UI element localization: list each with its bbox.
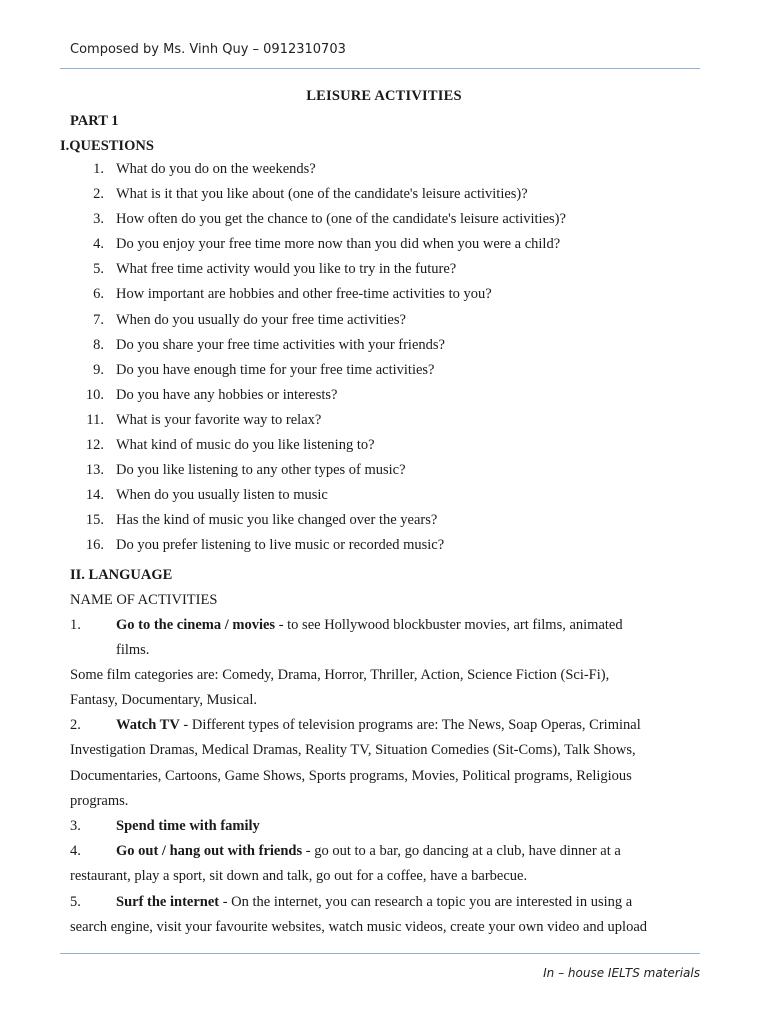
footer-divider	[60, 953, 700, 954]
question-number: 10.	[85, 386, 104, 403]
activity-line	[116, 843, 621, 860]
activity-number: 1.	[70, 617, 81, 633]
question-text: What is it that you like about (one of the candidate's leisure activities)?	[116, 186, 528, 203]
question-text: Do you have enough time for your free time activities?	[116, 361, 435, 378]
activity-continuation: Documentaries, Cartoons, Game Shows, Sports programs, Movies, Political programs, Religious	[70, 768, 632, 784]
question-text: When do you usually listen to music	[116, 487, 328, 504]
questions-heading: I.QUESTIONS	[60, 138, 154, 154]
question-number: 16.	[85, 537, 104, 554]
question-number: 4.	[93, 236, 104, 253]
activity-title: Watch TV	[116, 717, 180, 733]
activity-continuation: restaurant, play a sport, sit down and talk, go out for a coffee, have a barbecue.	[70, 868, 528, 884]
question-text: What kind of music do you like listening to?	[116, 437, 375, 454]
question-text: What do you do on the weekends?	[116, 161, 316, 177]
activity-line	[116, 894, 632, 911]
activity-continuation: films.	[116, 642, 150, 658]
document-title: LEISURE ACTIVITIES	[306, 88, 462, 104]
question-text: Do you share your free time activities with your friends?	[116, 336, 445, 353]
film-categories-line: Fantasy, Documentary, Musical.	[70, 692, 257, 708]
header-divider	[60, 68, 700, 69]
question-text: Do you like listening to any other types of music?	[116, 462, 406, 479]
activity-title: Spend time with family	[116, 818, 260, 834]
page-footer: In – house IELTS materials	[543, 966, 700, 980]
question-text: Do you prefer listening to live music or recorded music?	[116, 537, 445, 554]
question-number: 14.	[85, 487, 104, 504]
question-text: Do you have any hobbies or interests?	[116, 386, 338, 403]
film-categories-line: Some film categories are: Comedy, Drama, Horror, Thriller, Action, Science Fiction (Sci-Fi),	[70, 667, 610, 683]
page-header: Composed by Ms. Vinh Quy – 0912310703	[70, 42, 346, 57]
question-number: 1.	[93, 161, 104, 177]
question-number: 12.	[85, 437, 104, 454]
activity-title: Go to the cinema / movies	[116, 617, 276, 633]
question-text: Do you enjoy your free time more now than you did when you were a child?	[116, 236, 561, 253]
activity-number: 5.	[70, 894, 81, 910]
question-number: 9.	[93, 361, 104, 378]
activity-line	[116, 818, 260, 835]
question-text: What free time activity would you like to try in the future?	[116, 261, 457, 278]
question-number: 3.	[93, 211, 104, 228]
activity-number: 3.	[70, 818, 81, 834]
activity-description: - to see Hollywood blockbuster movies, art films, animated	[275, 617, 623, 633]
question-text: How important are hobbies and other free-time activities to you?	[116, 286, 492, 303]
question-number: 6.	[93, 286, 104, 303]
language-heading: II. LANGUAGE	[70, 567, 173, 583]
question-number: 8.	[93, 336, 104, 353]
activity-line	[116, 717, 641, 734]
activity-continuation: Investigation Dramas, Medical Dramas, Reality TV, Situation Comedies (Sit-Coms), Talk Shows,	[70, 742, 636, 758]
question-text: What is your favorite way to relax?	[116, 411, 322, 428]
activity-continuation: search engine, visit your favourite websites, watch music videos, create your own video and upload	[70, 919, 648, 935]
activity-title: Surf the internet	[116, 894, 220, 910]
activity-title: Go out / hang out with friends	[116, 843, 303, 859]
activity-number: 4.	[70, 843, 81, 859]
activity-line	[116, 617, 623, 634]
question-text: When do you usually do your free time activities?	[116, 311, 406, 328]
question-number: 11.	[86, 411, 104, 428]
question-number: 13.	[85, 462, 104, 479]
part-heading: PART 1	[70, 113, 119, 129]
activity-continuation: programs.	[70, 793, 129, 809]
activity-number: 2.	[70, 717, 81, 733]
activity-description: - On the internet, you can research a topic you are interested in using a	[219, 894, 633, 910]
question-number: 5.	[93, 261, 104, 278]
activities-heading: NAME OF ACTIVITIES	[70, 592, 218, 608]
question-text: Has the kind of music you like changed over the years?	[116, 512, 438, 529]
question-number: 7.	[93, 311, 104, 328]
activity-description: - go out to a bar, go dancing at a club, have dinner at a	[302, 843, 621, 859]
question-text: How often do you get the chance to (one of the candidate's leisure activities)?	[116, 211, 566, 228]
question-number: 15.	[85, 512, 104, 529]
question-number: 2.	[93, 186, 104, 203]
activity-description: - Different types of television programs are: The News, Soap Operas, Criminal	[179, 717, 641, 733]
